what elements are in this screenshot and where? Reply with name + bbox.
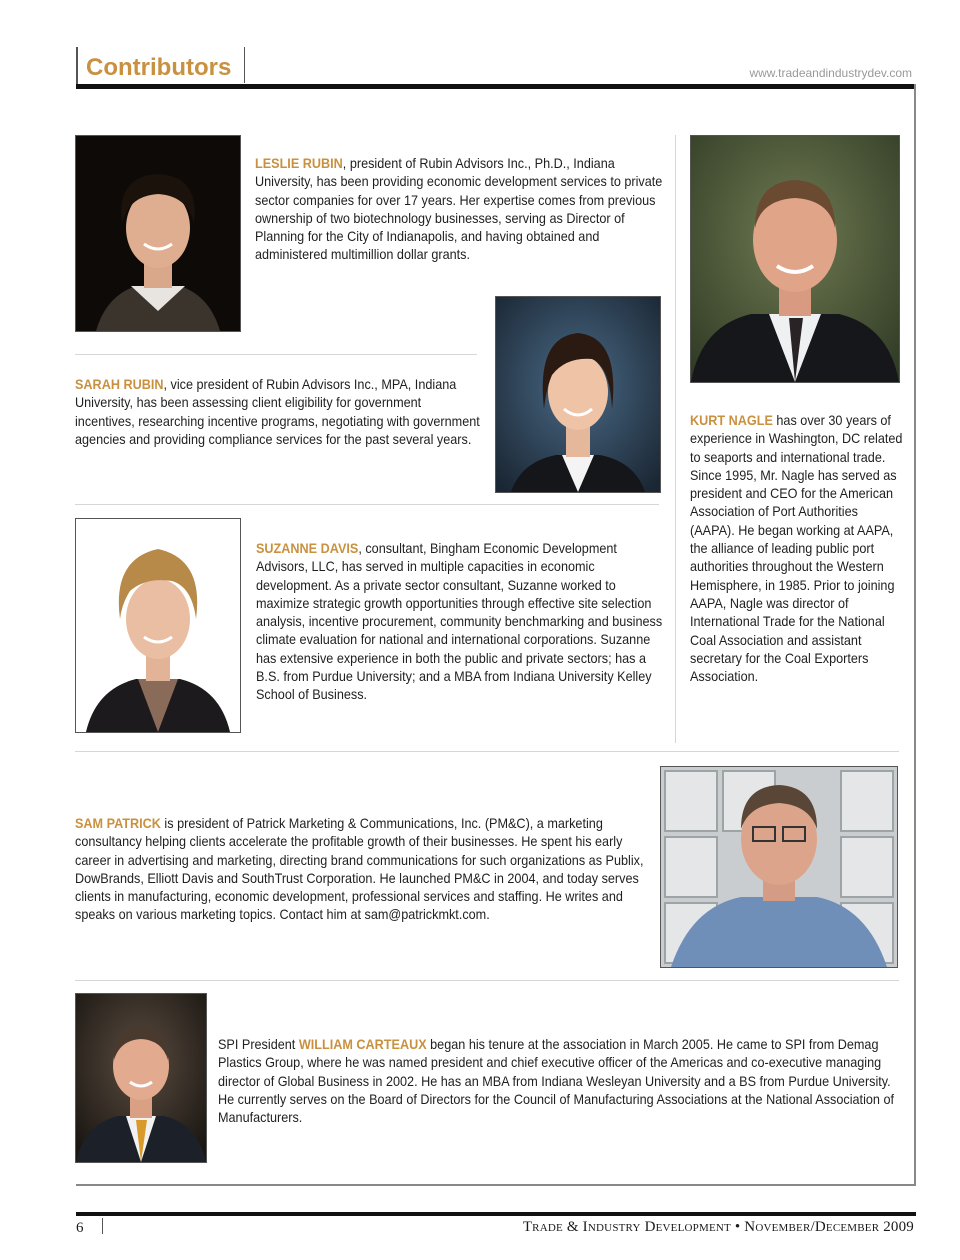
page-number: 6 [76,1220,84,1236]
bio-sarah-rubin: SARAH RUBIN, vice president of Rubin Advisors Inc., MPA, Indiana University, has been assessing client eligibility for government incentives, researching incentive programs, negotiating with government agencies and providing compliance services for the past several years. [75,377,480,447]
title-divider [76,47,78,87]
photo-kurt-nagle [690,135,900,383]
bio-william-carteaux: SPI President WILLIAM CARTEAUX began his tenure at the association in March 2005. He came to SPI from Demag Plastics Group, where he was named president and chief executive officer of the Americas and co-executive managing director of Global Business in 2002. He has an MBA from Indiana Wesleyan University and a BS from Purdue University. He currently serves on the Board of Directors for the Council of Manufacturing Associations at the National Association of Manufacturers. [218,1037,895,1126]
footer-divider [102,1218,103,1234]
content-box-rule [76,1184,916,1186]
photo-suzanne-davis [75,518,241,733]
divider [75,980,899,981]
site-url[interactable]: www.tradeandindustrydev.com [749,66,912,80]
bio-leslie-rubin: LESLIE RUBIN, president of Rubin Advisors Inc., Ph.D., Indiana University, has been providing economic development services to private sector companies for over 17 years. Her expertise comes from previous ownership of two biotechnology businesses, serving as Director of Planning for the City of Indianapolis, and having obtained and administered multimillion dollar grants. [255,156,663,263]
contributor-name: WILLIAM CARTEAUX [298,1037,427,1052]
contributor-name: LESLIE RUBIN [255,156,343,171]
photo-william-carteaux [75,993,207,1163]
contributor-name: SAM PATRICK [75,816,161,831]
contributor-name: SUZANNE DAVIS [256,541,359,556]
photo-sarah-rubin [495,296,661,493]
bio-sam-patrick: SAM PATRICK is president of Patrick Marketing & Communications, Inc. (PM&C), a marketing consultancy helping clients accelerate the profitable growth of their businesses. He spent his early career in advertising and marketing, directing brand communications for such organizations as Publix, DowBrands, Elliott Davis and SouthTrust Corporation. He launched PM&C in 2004, and today serves clients in manufacturing, economic development, professional services and staffing. He writes and speaks on various marketing topics. Contact him at sam@patrickmkt.com. [75,816,644,923]
divider [75,354,477,355]
column-divider [675,135,676,743]
divider [75,751,899,752]
bio-kurt-nagle: KURT NAGLE has over 30 years of experience in Washington, DC related to seaports and international trade. Since 1995, Mr. Nagle has served as president and CEO for the American Association of Port Authorities (AAPA). He began working at AAPA, the alliance of leading public port authorities throughout the Western Hemisphere, in 1985. Prior to joining AAPA, Nagle was director of International Trade for the National Coal Association and assistant secretary for the Coal Exporters Association. [690,413,903,685]
contributor-name: SARAH RUBIN [75,377,164,392]
contributor-name: KURT NAGLE [690,413,773,428]
page-border [914,84,916,1186]
section-title: Contributors [86,54,232,81]
divider [75,504,659,505]
header-rule [76,84,916,89]
publication-line: Trade & Industry Development • November/December 2009 [522,1219,914,1235]
photo-sam-patrick [660,766,898,968]
footer-rule [76,1212,916,1216]
title-divider [244,47,245,83]
bio-suzanne-davis: SUZANNE DAVIS, consultant, Bingham Economic Development Advisors, LLC, has served in multiple capacities in economic development. As a private sector consultant, Suzanne worked to maximize strategic growth opportunities through effective site selection analysis, incentive procurement, community benchmarking and business climate evaluation for national and international corporations. Suzanne has extensive experience in both the public and private sectors; has a B.S. from Purdue University; and a MBA from Indiana University Kelley School of Business. [256,541,663,703]
photo-leslie-rubin [75,135,241,332]
